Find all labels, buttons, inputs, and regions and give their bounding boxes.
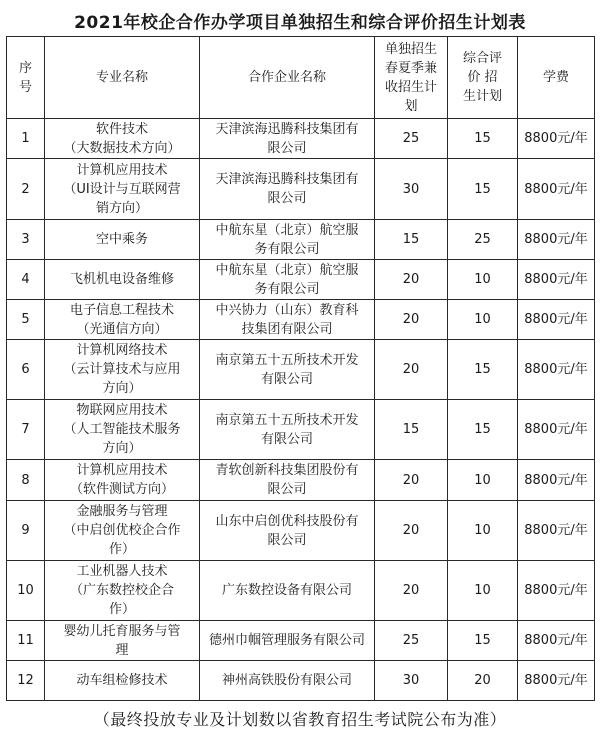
enrollment-plan-table: [6, 36, 595, 701]
table-row: [7, 340, 595, 400]
footnote: （最终投放专业及计划数以省教育招生考试院公布为准）: [93, 710, 507, 729]
row-single-enrollment: 30: [375, 159, 448, 220]
row-no: 4: [7, 260, 45, 300]
row-single-enrollment: 20: [375, 460, 448, 501]
row-tuition: 8800元/年: [518, 159, 595, 220]
row-major: 金融服务与管理 （中启创优校企合作 作）: [45, 501, 200, 561]
row-no: 2: [7, 159, 45, 220]
row-single-enrollment: 20: [375, 300, 448, 340]
header-tuition: 学费: [518, 37, 595, 119]
row-major: 计算机网络技术 （云计算技术与应用 方向）: [45, 340, 200, 400]
table-row: [7, 119, 595, 159]
row-no: 12: [7, 661, 45, 701]
row-major: 工业机器人技术 （广东数控校企合 作）: [45, 561, 200, 621]
row-comprehensive-eval: 15: [448, 400, 518, 460]
row-company: 南京第五十五所技术开发 有限公司: [200, 340, 375, 400]
row-no: 10: [7, 561, 45, 621]
row-major: 计算机应用技术 （UI设计与互联网营 销方向）: [45, 159, 200, 220]
header-company: 合作企业名称: [200, 37, 375, 119]
row-single-enrollment: 25: [375, 621, 448, 661]
row-major: 电子信息工程技术 （光通信方向）: [45, 300, 200, 340]
table-row: [7, 300, 595, 340]
row-major: 婴幼儿托育服务与管 理: [45, 621, 200, 661]
row-company: 神州高铁股份有限公司: [200, 661, 375, 701]
row-comprehensive-eval: 15: [448, 159, 518, 220]
row-company: 天津滨海迅腾科技集团有 限公司: [200, 119, 375, 159]
row-company: 青软创新科技集团股份有 限公司: [200, 460, 375, 501]
row-company: 中航东星（北京）航空服 务有限公司: [200, 220, 375, 260]
row-tuition: 8800元/年: [518, 661, 595, 701]
row-company: 中航东星（北京）航空服 务有限公司: [200, 260, 375, 300]
row-single-enrollment: 15: [375, 220, 448, 260]
row-single-enrollment: 20: [375, 561, 448, 621]
row-single-enrollment: 25: [375, 119, 448, 159]
row-major: 动车组检修技术: [45, 661, 200, 701]
table-row: [7, 220, 595, 260]
row-no: 9: [7, 501, 45, 561]
row-comprehensive-eval: 15: [448, 119, 518, 159]
row-company: 天津滨海迅腾科技集团有 限公司: [200, 159, 375, 220]
header-major: 专业名称: [45, 37, 200, 119]
table-row: [7, 501, 595, 561]
row-major: 物联网应用技术 （人工智能技术服务 方向）: [45, 400, 200, 460]
row-single-enrollment: 15: [375, 400, 448, 460]
row-company: 南京第五十五所技术开发 有限公司: [200, 400, 375, 460]
row-no: 1: [7, 119, 45, 159]
row-no: 7: [7, 400, 45, 460]
row-comprehensive-eval: 10: [448, 260, 518, 300]
row-no: 3: [7, 220, 45, 260]
row-tuition: 8800元/年: [518, 501, 595, 561]
row-major: 空中乘务: [45, 220, 200, 260]
row-tuition: 8800元/年: [518, 621, 595, 661]
row-major: 计算机应用技术 （软件测试方向）: [45, 460, 200, 501]
row-comprehensive-eval: 10: [448, 561, 518, 621]
row-tuition: 8800元/年: [518, 460, 595, 501]
table-row: [7, 460, 595, 501]
row-comprehensive-eval: 25: [448, 220, 518, 260]
row-no: 11: [7, 621, 45, 661]
row-tuition: 8800元/年: [518, 340, 595, 400]
row-no: 8: [7, 460, 45, 501]
row-major: 飞机机电设备维修: [45, 260, 200, 300]
row-single-enrollment: 20: [375, 340, 448, 400]
table-row: [7, 561, 595, 621]
row-no: 6: [7, 340, 45, 400]
page-title: 2021年校企合作办学项目单独招生和综合评价招生计划表: [74, 13, 526, 33]
row-comprehensive-eval: 10: [448, 300, 518, 340]
table-row: [7, 400, 595, 460]
row-comprehensive-eval: 10: [448, 501, 518, 561]
table-row: [7, 621, 595, 661]
row-comprehensive-eval: 10: [448, 460, 518, 501]
row-tuition: 8800元/年: [518, 260, 595, 300]
header-comprehensive-eval: 综合评 价 招 生计划: [448, 37, 518, 119]
row-comprehensive-eval: 20: [448, 661, 518, 701]
row-single-enrollment: 30: [375, 661, 448, 701]
table-row: [7, 260, 595, 300]
table-row: [7, 661, 595, 701]
row-tuition: 8800元/年: [518, 220, 595, 260]
row-no: 5: [7, 300, 45, 340]
row-tuition: 8800元/年: [518, 561, 595, 621]
header-no: 序 号: [7, 37, 45, 119]
row-major: 软件技术 （大数据技术方向）: [45, 119, 200, 159]
row-comprehensive-eval: 15: [448, 340, 518, 400]
row-single-enrollment: 20: [375, 260, 448, 300]
header-single-enrollment: 单独招生 春夏季兼 收招生计 划: [375, 37, 448, 119]
row-comprehensive-eval: 15: [448, 621, 518, 661]
row-tuition: 8800元/年: [518, 119, 595, 159]
row-company: 广东数控设备有限公司: [200, 561, 375, 621]
row-tuition: 8800元/年: [518, 300, 595, 340]
row-tuition: 8800元/年: [518, 400, 595, 460]
row-company: 山东中启创优科技股份有 限公司: [200, 501, 375, 561]
row-single-enrollment: 20: [375, 501, 448, 561]
table-row: [7, 159, 595, 220]
table-header-row: [7, 37, 595, 119]
row-company: 中兴协力（山东）教育科 技集团有限公司: [200, 300, 375, 340]
row-company: 德州巾帼管理服务有限公司: [200, 621, 375, 661]
